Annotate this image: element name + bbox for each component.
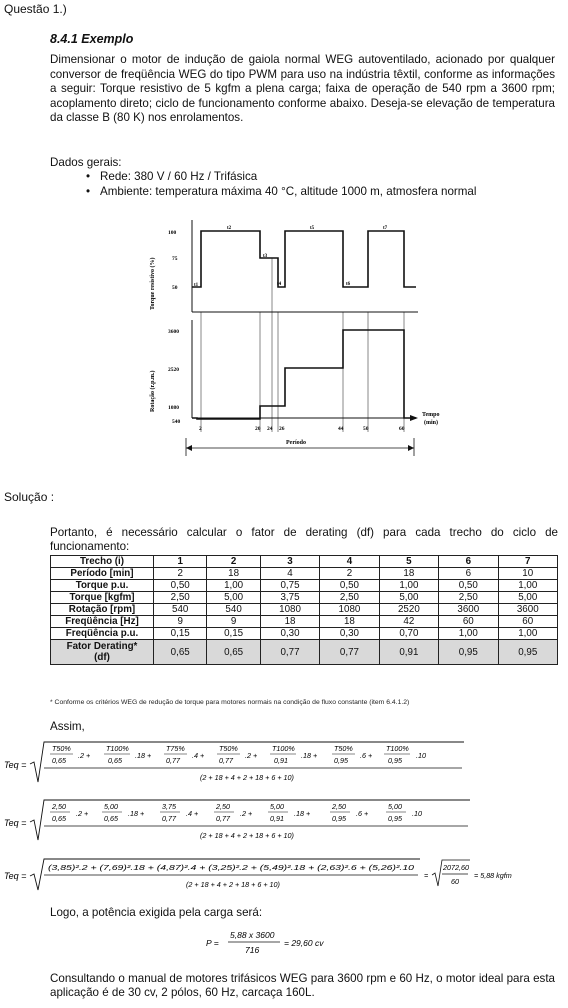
table-row <box>51 592 558 604</box>
table-cell: 1,00 <box>207 580 260 592</box>
period-arrow-right <box>408 445 414 451</box>
eq-term-mult: .6 + <box>360 751 373 760</box>
table-cell: 3600 <box>439 604 498 616</box>
table-cell: 0,75 <box>260 580 319 592</box>
table-cell: 0,30 <box>320 628 379 640</box>
table-cell: 2,50 <box>439 592 498 604</box>
power-numerator: 5,88 x 3600 <box>230 930 275 940</box>
table-cell: 1080 <box>260 604 319 616</box>
eq-frac-num: 2072,60 <box>443 863 469 872</box>
table-header-cell: 7 <box>498 556 558 568</box>
segment-label: t6 <box>346 282 351 287</box>
general-data-item: • Rede: 380 V / 60 Hz / Trifásica <box>86 170 476 185</box>
table-row <box>51 628 558 640</box>
eq-term-den: 0,65 <box>104 814 118 823</box>
table-cell: 9 <box>207 616 260 628</box>
table-header-cell: Trecho (i) <box>51 556 154 568</box>
table-header-cell: 1 <box>154 556 207 568</box>
derating-label-df: (df) <box>94 652 110 663</box>
table-cell: 5,00 <box>498 592 558 604</box>
table-cell: 540 <box>207 604 260 616</box>
general-data-item: • Ambiente: temperatura máxima 40 °C, altitude 1000 m, atmosfera normal <box>86 185 476 200</box>
table-cell: 18 <box>379 568 438 580</box>
time-tick: 26 <box>279 426 285 432</box>
eq-frac-den: 60 <box>451 877 459 886</box>
solution-intro: Portanto, é necessário calcular o fator de derating (df) para cada trecho do ciclo de funcionamento: <box>50 526 558 553</box>
table-header-cell: 6 <box>439 556 498 568</box>
question-label: Questão 1.) <box>4 2 67 16</box>
eq-term-mult: .2 + <box>78 751 91 760</box>
intro-paragraph: Dimensionar o motor de indução de gaiola normal WEG autoventilado, acionado por qualquer conversor de freqüência WEG do tipo PWM para uso na indústria têxtil, conforme as informações a seguir: Torque resistivo de 5 kgfm a plena carga; faixa de operação de 540 rpm a 3600 rpm; acoplamento direto; ciclo de funcionamento conforme abaixo. Deseja-se elevação de temperatura da classe B (80 K) nos enrolamentos. <box>50 53 555 125</box>
assim-text: Assim, <box>50 720 85 733</box>
torque-tick: 75 <box>172 256 178 262</box>
eq-term-num: T100% <box>272 744 295 753</box>
general-data-title: Dados gerais: <box>50 156 122 169</box>
table-cell: 2 <box>154 568 207 580</box>
section-title: 8.4.1 Exemplo <box>50 32 134 46</box>
time-axis-label: Tempo <box>422 412 440 418</box>
eq-term-mult: .2 + <box>245 751 258 760</box>
table-cell: 0,91 <box>379 640 438 665</box>
time-tick: 20 <box>255 426 261 432</box>
solution-label: Solução : <box>4 490 55 504</box>
eq-term-den: 0,95 <box>332 814 346 823</box>
eq-term-den: 0,77 <box>216 814 230 823</box>
eq-term-num: 2,50 <box>216 802 230 811</box>
table-cell: 60 <box>439 616 498 628</box>
table-cell: 540 <box>154 604 207 616</box>
derating-table <box>50 555 558 665</box>
table-cell: 18 <box>320 616 379 628</box>
segment-label: t2 <box>227 226 232 231</box>
time-tick: 2 <box>199 426 202 432</box>
logo-text: Logo, a potência exigida pela carga será: <box>50 906 263 919</box>
table-cell: 0,65 <box>207 640 260 665</box>
speed-axis-label: Rotação (r.p.m.) <box>150 370 156 412</box>
conclusion-text: Consultando o manual de motores trifásicos WEG para 3600 rpm e 60 Hz, o motor ideal para esta aplicação é de 30 cv, 2 pólos, 60 Hz, carcaça 160L. <box>50 972 555 999</box>
eq-term-den: 0,65 <box>108 756 122 765</box>
table-cell: 1,00 <box>498 628 558 640</box>
table-cell: 42 <box>379 616 438 628</box>
equation-teq-symbolic <box>0 738 568 790</box>
table-row <box>51 616 558 628</box>
table-cell: 60 <box>498 616 558 628</box>
table-header-row <box>51 556 558 568</box>
segment-label: t3 <box>263 254 268 259</box>
table-row <box>51 604 558 616</box>
table-cell: 0,15 <box>207 628 260 640</box>
table-cell: 5,00 <box>379 592 438 604</box>
table-row-label: Freqüência p.u. <box>51 628 154 640</box>
period-arrow-left <box>186 445 192 451</box>
table-cell: 0,77 <box>320 640 379 665</box>
eq-term-mult: .4 + <box>192 751 205 760</box>
eq-lhs: Teq = <box>4 760 27 770</box>
eq-numerator: (3,85)².2 + (7,69)².18 + (4,87)².4 + (3,25)².2 + (5,49)².18 + (2,63)².6 + (5,26)².10 <box>48 863 414 872</box>
equation-teq-result <box>0 856 568 896</box>
power-denominator: 716 <box>245 945 260 955</box>
eq-term-num: T50% <box>52 744 71 753</box>
table-header-cell: 4 <box>320 556 379 568</box>
table-header-cell: 2 <box>207 556 260 568</box>
eq-term-mult: .4 + <box>186 809 199 818</box>
torque-axis-label: Torque resistivo (%) <box>150 257 156 310</box>
eq-term-den: 0,95 <box>388 814 402 823</box>
segment-label: t4 <box>277 282 282 287</box>
speed-tick: 540 <box>172 419 181 425</box>
table-cell: 1080 <box>320 604 379 616</box>
eq-term-num: T50% <box>219 744 238 753</box>
eq-term-num: T75% <box>166 744 185 753</box>
equation-power <box>0 924 568 960</box>
torque-tick: 100 <box>168 230 177 236</box>
eq-term-mult: .18 + <box>294 809 311 818</box>
table-row-label: Período [min] <box>51 568 154 580</box>
eq-term-num: 2,50 <box>52 802 66 811</box>
table-row <box>51 580 558 592</box>
eq-term-num: 3,75 <box>162 802 176 811</box>
time-tick: 24 <box>267 426 273 432</box>
time-axis-unit: (min) <box>424 420 438 426</box>
table-cell: 4 <box>260 568 319 580</box>
table-cell: 6 <box>439 568 498 580</box>
table-cell: 0,70 <box>379 628 438 640</box>
eq-term-num: T100% <box>106 744 129 753</box>
speed-profile-line <box>192 330 416 419</box>
table-cell: 2,50 <box>320 592 379 604</box>
table-row-label: Torque p.u. <box>51 580 154 592</box>
table-row-label: Rotação [rpm] <box>51 604 154 616</box>
table-row-label <box>51 640 154 665</box>
eq-term-den: 0,91 <box>274 756 288 765</box>
table-cell: 10 <box>498 568 558 580</box>
eq-term-mult: .18 + <box>128 809 145 818</box>
table-note: * Conforme os critérios WEG de redução de torque para motores normais na condição de fluxo constante (item 6.4.1.2) <box>50 699 410 706</box>
eq-term-den: 0,91 <box>270 814 284 823</box>
table-cell: 9 <box>154 616 207 628</box>
power-result: = 29,60 cv <box>284 938 324 948</box>
table-cell: 0,77 <box>260 640 319 665</box>
eq-term-den: 0,95 <box>334 756 348 765</box>
table-cell: 2520 <box>379 604 438 616</box>
speed-tick: 1080 <box>168 405 179 411</box>
segment-label: t1 <box>194 283 199 288</box>
table-cell: 18 <box>260 616 319 628</box>
power-lhs: P = <box>206 938 219 948</box>
table-cell: 5,00 <box>207 592 260 604</box>
table-cell: 18 <box>207 568 260 580</box>
eq-term-den: 0,77 <box>166 756 180 765</box>
eq-denominator: (2 + 18 + 4 + 2 + 18 + 6 + 10) <box>200 773 294 782</box>
table-row-derating <box>51 640 558 665</box>
table-row <box>51 568 558 580</box>
table-cell: 0,50 <box>154 580 207 592</box>
eq-term-num: 2,50 <box>332 802 346 811</box>
equation-teq-numeric <box>0 796 568 848</box>
segment-label: t7 <box>383 226 388 231</box>
table-cell: 0,15 <box>154 628 207 640</box>
eq-lhs: Teq = <box>4 871 27 881</box>
eq-term-mult: .10 <box>416 751 426 760</box>
time-tick: 60 <box>399 426 405 432</box>
eq-term-den: 0,77 <box>219 756 233 765</box>
eq-term-mult: .2 + <box>76 809 89 818</box>
eq-term-mult: .10 <box>412 809 422 818</box>
table-cell: 0,50 <box>439 580 498 592</box>
time-tick: 44 <box>338 426 344 432</box>
eq-term-den: 0,65 <box>52 756 66 765</box>
eq-denominator: (2 + 18 + 4 + 2 + 18 + 6 + 10) <box>200 831 294 840</box>
general-data-list <box>86 170 476 199</box>
table-cell: 0,50 <box>320 580 379 592</box>
table-cell: 2,50 <box>154 592 207 604</box>
table-cell: 1,00 <box>379 580 438 592</box>
eq-result: = 5,88 kgfm <box>474 871 512 880</box>
eq-term-mult: .18 + <box>135 751 152 760</box>
table-cell: 0,65 <box>154 640 207 665</box>
table-header-cell: 3 <box>260 556 319 568</box>
eq-lhs: Teq = <box>4 818 27 828</box>
eq-term-den: 0,95 <box>388 756 402 765</box>
eq-term-den: 0,65 <box>52 814 66 823</box>
eq-term-mult: .18 + <box>301 751 318 760</box>
operating-cycle-diagram <box>140 212 440 462</box>
eq-term-mult: .2 + <box>240 809 253 818</box>
table-row-label: Torque [kgfm] <box>51 592 154 604</box>
table-cell: 1,00 <box>498 580 558 592</box>
eq-term-num: 5,00 <box>104 802 118 811</box>
table-row-label: Freqüência [Hz] <box>51 616 154 628</box>
torque-profile-line <box>192 231 416 287</box>
derating-label: Fator Derating* <box>66 641 138 652</box>
eq-term-num: 5,00 <box>270 802 284 811</box>
table-cell: 0,95 <box>439 640 498 665</box>
eq-term-num: 5,00 <box>388 802 402 811</box>
torque-tick: 50 <box>172 285 178 291</box>
table-header-cell: 5 <box>379 556 438 568</box>
eq-term-den: 0,77 <box>162 814 176 823</box>
segment-label: t5 <box>310 226 315 231</box>
eq-term-num: T100% <box>386 744 409 753</box>
eq-term-num: T50% <box>334 744 353 753</box>
table-cell: 0,95 <box>498 640 558 665</box>
time-tick: 50 <box>363 426 369 432</box>
table-cell: 1,00 <box>439 628 498 640</box>
eq-term-mult: .6 + <box>356 809 369 818</box>
table-cell: 0,30 <box>260 628 319 640</box>
table-cell: 3,75 <box>260 592 319 604</box>
eq-equals: = <box>424 871 429 880</box>
eq-denominator: (2 + 18 + 4 + 2 + 18 + 6 + 10) <box>186 880 280 889</box>
table-cell: 3600 <box>498 604 558 616</box>
period-label: Período <box>286 440 306 446</box>
speed-tick: 3600 <box>168 329 179 335</box>
speed-tick: 2520 <box>168 367 179 373</box>
table-cell: 2 <box>320 568 379 580</box>
